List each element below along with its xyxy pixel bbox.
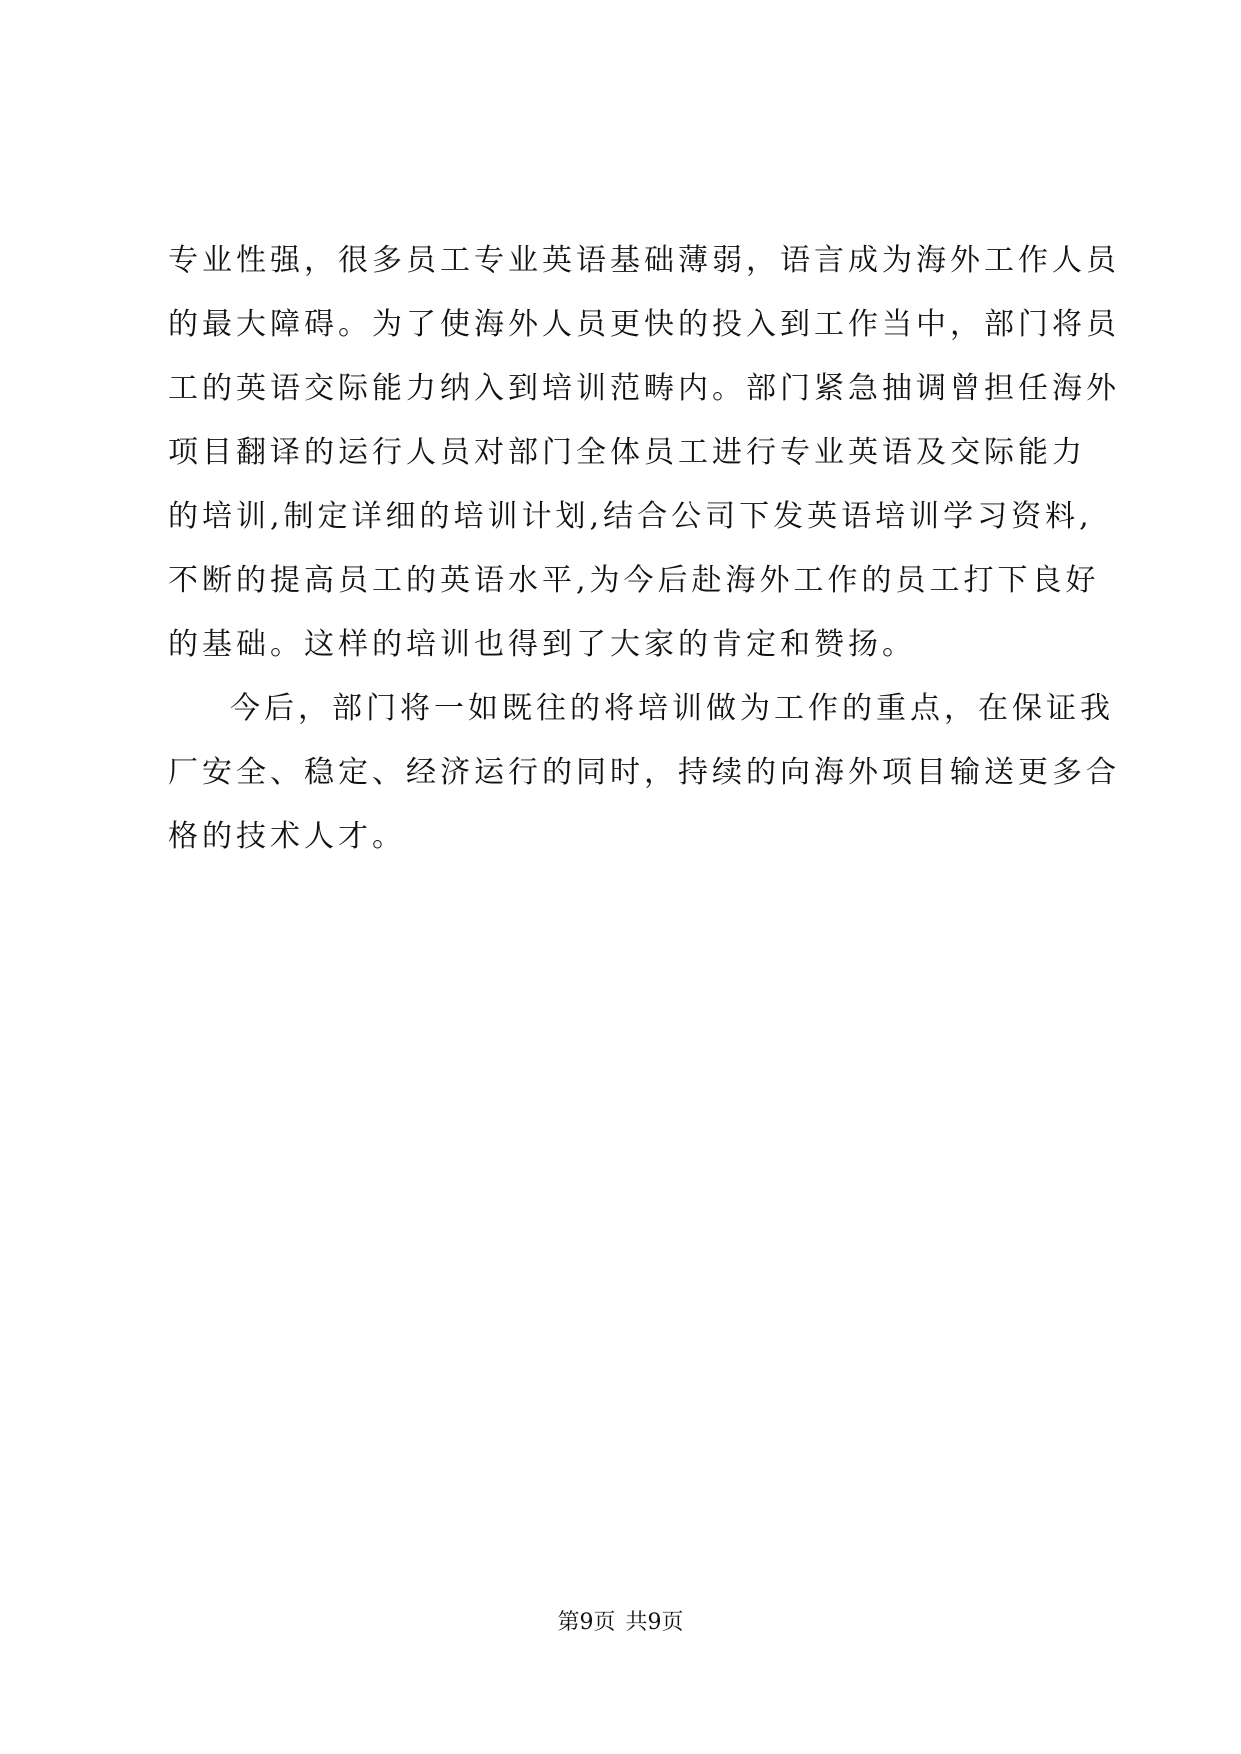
paragraph-line: 今后，部门将一如既往的将培训做为工作的重点，在保证我: [230, 691, 1114, 726]
paragraph-line: 格的技术人才。: [168, 819, 406, 854]
page-footer: [0, 1608, 1241, 1638]
paragraph-line: 的培训,制定详细的培训计划,结合公司下发英语培训学习资料,: [168, 499, 1093, 534]
page-total: 共9页: [625, 1610, 684, 1635]
document-body: [168, 229, 1120, 869]
paragraph-line: 的基础。这样的培训也得到了大家的肯定和赞扬。: [168, 627, 916, 662]
paragraph-line: 专业性强，很多员工专业英语基础薄弱，语言成为海外工作人员: [168, 243, 1120, 278]
paragraph-line: 的最大障碍。为了使海外人员更快的投入到工作当中，部门将员: [168, 307, 1120, 342]
page-number: 第9页: [557, 1610, 616, 1635]
paragraph-line: 不断的提高员工的英语水平,为今后赴海外工作的员工打下良好: [168, 563, 1100, 598]
paragraph-line: 项目翻译的运行人员对部门全体员工进行专业英语及交际能力: [168, 435, 1086, 470]
paragraph-line: 厂安全、稳定、经济运行的同时，持续的向海外项目输送更多合: [168, 755, 1120, 790]
paragraph-line: 工的英语交际能力纳入到培训范畴内。部门紧急抽调曾担任海外: [168, 371, 1120, 406]
